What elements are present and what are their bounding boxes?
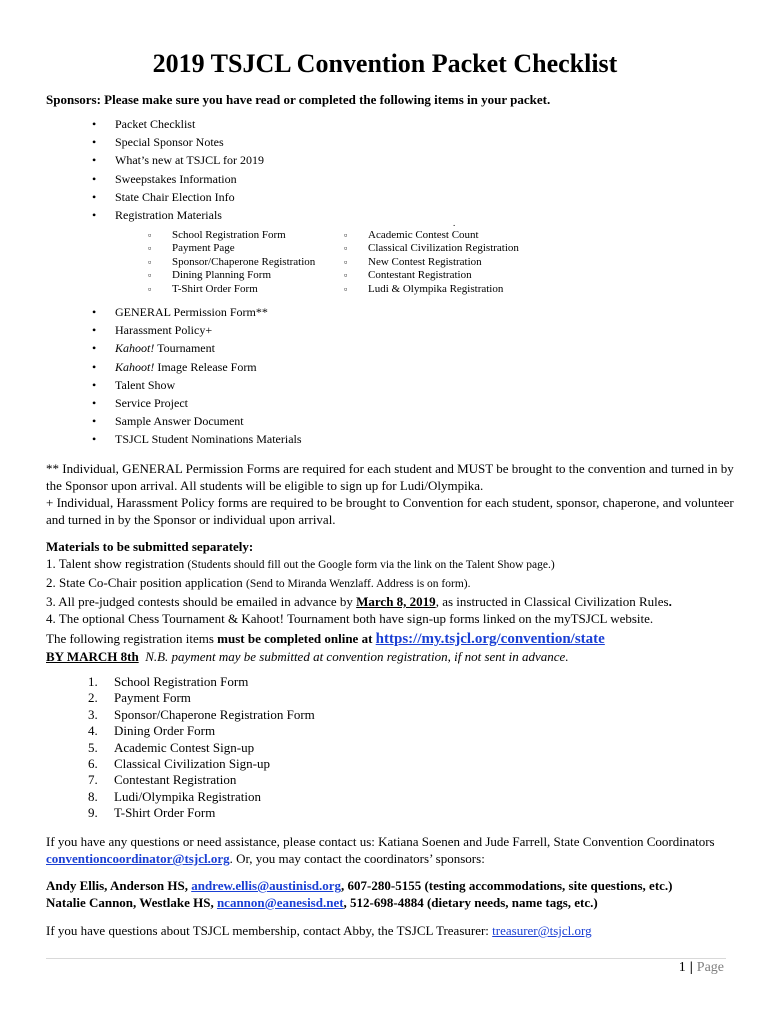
checklist-item: • Sweepstakes Information — [92, 170, 492, 188]
online-deadline-line — [46, 648, 736, 665]
checklist-item: • Kahoot! Image Release Form — [92, 358, 492, 376]
registration-materials-right — [344, 229, 519, 296]
online-registration-item: 8. Ludi/Olympika Registration — [88, 788, 261, 804]
registration-material-item: ▫ School Registration Form — [148, 229, 315, 242]
online-registration-section — [46, 630, 736, 665]
online-registration-item: 6. Classical Civilization Sign-up — [88, 756, 270, 772]
checklist-item: • Packet Checklist — [92, 115, 492, 133]
online-deadline: BY MARCH 8th — [46, 649, 139, 664]
sponsor-contact: Andy Ellis, Anderson HS, andrew.ellis@austinisd.org, 607-280-5155 (testing accommodations, site questions, etc.) — [46, 878, 673, 893]
convention-url-link[interactable]: https://my.tsjcl.org/convention/state — [375, 631, 605, 647]
registration-material-item: ▫ Contestant Registration — [344, 269, 519, 282]
checklist-item: • Kahoot! Tournament — [92, 339, 492, 357]
registration-material-item: ▫ Sponsor/Chaperone Registration — [148, 256, 315, 269]
registration-material-item: ▫ Academic Contest Count — [344, 229, 519, 242]
checklist-item: • Harassment Policy+ — [92, 321, 492, 339]
treasurer-email-link[interactable]: treasurer@tsjcl.org — [492, 923, 592, 938]
online-registration-list — [88, 674, 315, 822]
contact-paragraph: If you have any questions or need assistance, please contact us: Katiana Soenen and Jude Farrell, State Convention Coordinators conventioncoordinator@tsjcl.org. Or, you may contact the coordinators’ sponsors: — [46, 834, 715, 866]
checklist-item: • What’s new at TSJCL for 2019 — [92, 151, 492, 169]
sponsor-email-link[interactable]: andrew.ellis@austinisd.org — [191, 878, 342, 893]
online-registration-item: 3. Sponsor/Chaperone Registration Form — [88, 706, 315, 722]
registration-material-item: ▫ New Contest Registration — [344, 256, 519, 269]
footer-divider — [46, 958, 726, 959]
checklist-item: • Service Project — [92, 394, 492, 412]
checklist-item: • GENERAL Permission Form** — [92, 303, 492, 321]
online-registration-item: 2. Payment Form — [88, 690, 191, 706]
sponsor-contacts — [46, 877, 736, 911]
checklist-item: • Sample Answer Document — [92, 412, 492, 430]
checklist-item: • State Chair Election Info — [92, 188, 492, 206]
online-registration-item: 5. Academic Contest Sign-up — [88, 739, 255, 755]
online-lead: The following registration items must be completed online at https://my.tsjcl.org/convention/state — [46, 631, 605, 647]
note-harassment-policy: + Individual, Harassment Policy forms are required to be brought to Convention for each student, sponsor, chaperone, and volunteer and turned in by the Sponsor or individual upon arrival. — [46, 495, 734, 527]
separate-materials-section — [46, 538, 736, 627]
membership-paragraph: If you have questions about TSJCL membership, contact Abby, the TSJCL Treasurer: treasurer@tsjcl.org — [46, 923, 592, 938]
registration-material-item: ▫ Ludi & Olympika Registration — [344, 283, 519, 296]
separate-heading: Materials to be submitted separately: — [46, 539, 254, 554]
separate-item-4: 4. The optional Chess Tournament & Kahoot! Tournament both have sign-up forms linked on the myTSJCL website. — [46, 611, 654, 626]
separate-item-3: 3. All pre-judged contests should be emailed in advance by March 8, 2019, as instructed in Classical Civilization Rules. — [46, 594, 672, 609]
intro-instructions: Sponsors: Please make sure you have read or completed the following items in your packet. — [46, 92, 551, 107]
separate-item-2: 2. State Co-Chair position application (Send to Miranda Wenzlaff. Address is on form). — [46, 575, 471, 590]
checklist-top — [92, 115, 492, 224]
stray-mark: . — [453, 218, 456, 228]
separate-item-1: 1. Talent show registration (Students should fill out the Google form via the link on the Talent Show page.) — [46, 556, 555, 571]
online-registration-item: 1. School Registration Form — [88, 674, 249, 689]
note-general-permission: ** Individual, GENERAL Permission Forms are required for each student and MUST be brought to the convention and turned in by the Sponsor upon arrival. All students will be eligible to sign up for Ludi/Olympika. — [46, 461, 734, 493]
sponsor-email-link[interactable]: ncannon@eanesisd.net — [216, 895, 344, 910]
sponsor-contact: Natalie Cannon, Westlake HS, ncannon@eanesisd.net, 512-698-4884 (dietary needs, name tags, etc.) — [46, 895, 598, 910]
page-number: 1 | Page — [678, 960, 724, 975]
checklist-item: • TSJCL Student Nominations Materials — [92, 430, 492, 448]
checklist-item: • Registration Materials — [92, 206, 492, 224]
checklist-bottom — [92, 303, 492, 449]
registration-material-item: ▫ Classical Civilization Registration — [344, 242, 519, 255]
checklist-item: • Talent Show — [92, 376, 492, 394]
deadline-date: March 8, 2019 — [356, 594, 436, 609]
checklist-item: • Special Sponsor Notes — [92, 133, 492, 151]
registration-material-item: ▫ Payment Page — [148, 242, 315, 255]
online-registration-item: 9. T-Shirt Order Form — [88, 805, 216, 821]
page-title: 2019 TSJCL Convention Packet Checklist — [152, 49, 618, 78]
online-registration-item: 4. Dining Order Form — [88, 723, 216, 739]
registration-material-item: ▫ Dining Planning Form — [148, 269, 315, 282]
registration-material-item: ▫ T-Shirt Order Form — [148, 283, 315, 296]
registration-materials-left — [148, 229, 315, 296]
coordinator-email-link[interactable]: conventioncoordinator@tsjcl.org — [46, 851, 230, 866]
payment-note: N.B. payment may be submitted at convention registration, if not sent in advance. — [145, 649, 569, 664]
online-registration-item: 7. Contestant Registration — [88, 772, 237, 788]
